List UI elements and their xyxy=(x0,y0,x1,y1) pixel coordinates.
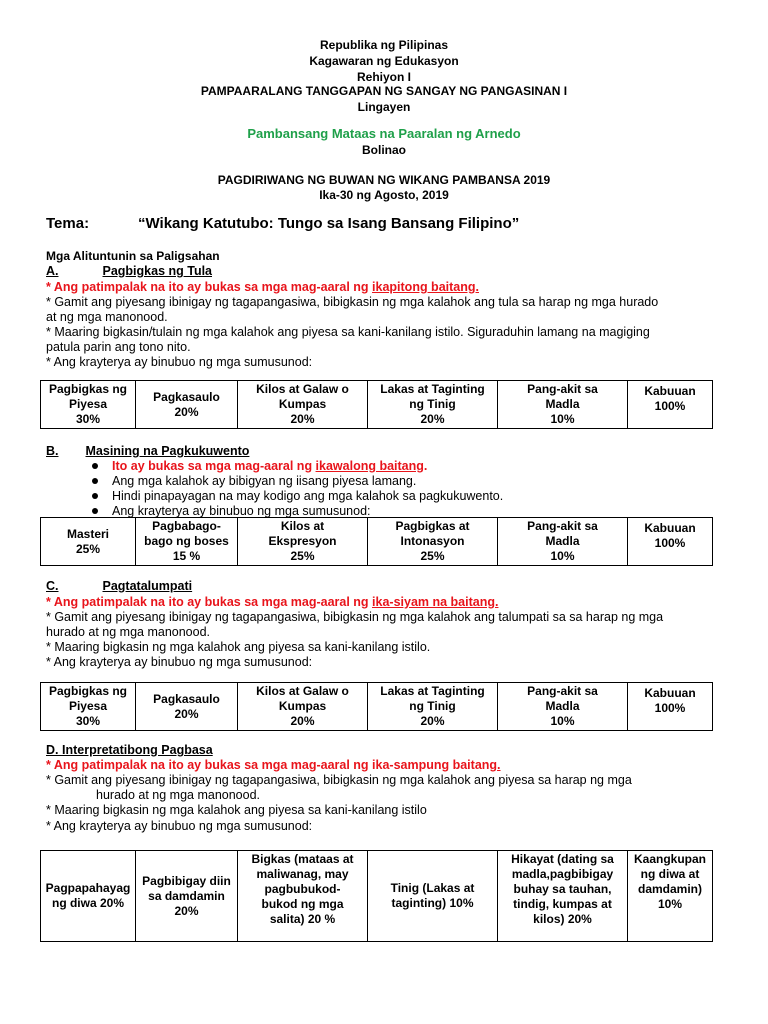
criteria-cell: Kilos at Ekspresyon 25% xyxy=(238,518,368,566)
criteria-cell: Bigkas (mataas at maliwanag, may pagbubukod- bukod ng mga salita) 20 % xyxy=(238,851,368,942)
table-row xyxy=(41,683,713,731)
school-town: Bolinao xyxy=(362,143,406,157)
criteria-total-cell: Kabuuan 100% xyxy=(628,683,713,731)
event-title: PAGDIRIWANG NG BUWAN NG WIKANG PAMBANSA 2019 xyxy=(217,173,551,187)
section-c-rule-3: * Maaring bigkasin ng mga kalahok ang piyesa sa kani-kanilang istilo. xyxy=(46,640,431,654)
section-b-open-line: Ito ay bukas sa mga mag-aaral ng ikawalong baitang. xyxy=(90,458,427,474)
criteria-cell: Kaangkupan ng diwa at damdamin) 10% xyxy=(628,851,713,942)
section-b-letter: B. xyxy=(46,444,59,458)
section-d-open-line: * Ang patimpalak na ito ay bukas sa mga mag-aaral ng ika-sampung baitang. xyxy=(46,758,501,772)
section-c-open-line xyxy=(46,594,498,610)
criteria-cell: Pagbabago- bago ng boses 15 % xyxy=(136,518,238,566)
section-a-rule-3a: * Maaring bigkasin/tulain ng mga kalahok ang piyesa sa kani-kanilang istilo. Siguraduhin lamang na magiging xyxy=(46,325,650,339)
theme-title: “Wikang Katutubo: Tungo sa Isang Bansang Filipino” xyxy=(138,215,520,232)
header-department: Kagawaran ng Edukasyon xyxy=(309,54,459,68)
section-a-rule-4: * Ang krayterya ay binubuo ng mga sumusunod: xyxy=(46,355,313,369)
section-b-title: Masining na Pagkukuwento xyxy=(85,444,250,458)
criteria-cell: Tinig (Lakas at taginting) 10% xyxy=(368,851,498,942)
criteria-cell: Pagkasaulo 20% xyxy=(136,381,238,429)
section-d-criteria-table xyxy=(40,850,713,942)
section-b-heading xyxy=(46,443,249,459)
section-a-rule-2a: * Gamit ang piyesang ibinigay ng tagapangasiwa, bibigkasin ng mga kalahok ang tula sa harap ng mga hurado xyxy=(46,295,659,309)
section-b-rule-3: Hindi pinapayagan na may kodigo ang mga kalahok sa pagkukuwento. xyxy=(90,488,503,504)
criteria-cell: Pagpapahayag ng diwa 20% xyxy=(41,851,136,942)
section-a-rule-3b: patula parin ang tono nito. xyxy=(46,340,191,354)
section-a-rule-2b: at ng mga manonood. xyxy=(46,310,168,324)
section-c-rule-2a: * Gamit ang piyesang ibinigay ng tagapangasiwa, bibigkasin ng mga kalahok ang talumpati sa sa harap ng mga xyxy=(46,610,664,624)
criteria-cell: Kilos at Galaw o Kumpas 20% xyxy=(238,683,368,731)
criteria-cell: Pang-akit sa Madla 10% xyxy=(498,381,628,429)
table-row xyxy=(41,851,713,942)
criteria-cell: Pagbigkas ng Piyesa 30% xyxy=(41,683,136,731)
event-date: Ika-30 ng Agosto, 2019 xyxy=(319,188,449,202)
bullet-icon xyxy=(92,463,98,469)
header-division-office: PAMPAARALANG TANGGAPAN NG SANGAY NG PANGASINAN I xyxy=(200,84,568,98)
section-a-open-prefix: * Ang patimpalak na ito ay bukas sa mga mag-aaral ng xyxy=(46,280,373,294)
section-c-title: Pagtatalumpati xyxy=(102,579,193,593)
section-c-open-grade: ika-siyam na baitang. xyxy=(372,595,499,609)
criteria-cell: Lakas at Taginting ng Tinig 20% xyxy=(368,683,498,731)
section-d-rule-4: * Ang krayterya ay binubuo ng mga sumusunod: xyxy=(46,819,313,833)
bullet-icon xyxy=(92,478,98,484)
section-a-heading xyxy=(46,263,212,279)
theme-label: Tema: xyxy=(46,215,90,232)
section-c-criteria-table xyxy=(40,682,713,731)
section-d-title: Interpretatibong Pagbasa xyxy=(61,743,213,757)
bullet-icon xyxy=(92,508,98,514)
criteria-cell: Pagbigkas ng Piyesa 30% xyxy=(41,381,136,429)
section-b-rule-2: Ang mga kalahok ay bibigyan ng iisang piyesa lamang. xyxy=(90,473,416,489)
section-a-criteria-table xyxy=(40,380,713,429)
school-name: Pambansang Mataas na Paaralan ng Arnedo xyxy=(247,126,521,141)
section-b-criteria-table xyxy=(40,517,713,566)
criteria-cell: Pagkasaulo 20% xyxy=(136,683,238,731)
section-b-open-prefix: Ito ay bukas sa mga mag-aaral ng xyxy=(112,459,316,473)
section-a-letter: A. xyxy=(46,264,59,278)
section-c-rule-4: * Ang krayterya ay binubuo ng mga sumusunod: xyxy=(46,655,313,669)
section-b-rule-4: Ang krayterya ay binubuo ng mga sumusunod: xyxy=(90,503,371,519)
criteria-cell: Pang-akit sa Madla 10% xyxy=(498,518,628,566)
criteria-cell: Pagbigkas at Intonasyon 25% xyxy=(368,518,498,566)
section-d-rule-3: * Maaring bigkasin ng mga kalahok ang piyesa sa kani-kanilang istilo xyxy=(46,803,427,817)
section-d-open-prefix: * Ang patimpalak na ito ay bukas sa mga mag-aaral ng ika-sampung baitang xyxy=(46,758,498,772)
section-b-open-grade: ikawalong baitang xyxy=(315,459,424,473)
criteria-cell: Kilos at Galaw o Kumpas 20% xyxy=(238,381,368,429)
section-c-rule-2b: hurado at ng mga manonood. xyxy=(46,625,211,639)
section-a-open-grade: ikapitong baitang. xyxy=(372,280,479,294)
criteria-total-cell: Kabuuan 100% xyxy=(628,381,713,429)
criteria-cell: Lakas at Taginting ng Tinig 20% xyxy=(368,381,498,429)
section-c-letter: C. xyxy=(46,579,59,593)
table-row xyxy=(41,381,713,429)
rules-heading: Mga Alituntunin sa Paligsahan xyxy=(46,249,220,263)
section-a-open-line xyxy=(46,279,479,295)
section-d-heading xyxy=(46,742,213,758)
section-c-open-prefix: * Ang patimpalak na ito ay bukas sa mga mag-aaral ng xyxy=(46,595,373,609)
section-d-letter: D. xyxy=(46,743,59,757)
section-d-rule-2a: * Gamit ang piyesang ibinigay ng tagapangasiwa, bibigkasin ng mga kalahok ang piyesa sa harap ng mga xyxy=(46,773,632,787)
criteria-cell: Pang-akit sa Madla 10% xyxy=(498,683,628,731)
table-row xyxy=(41,518,713,566)
section-d-rule-2b: hurado at ng mga manonood. xyxy=(96,788,261,802)
criteria-cell: Pagbibigay diin sa damdamin 20% xyxy=(136,851,238,942)
criteria-cell: Masteri 25% xyxy=(41,518,136,566)
criteria-total-cell: Kabuuan 100% xyxy=(628,518,713,566)
header-city: Lingayen xyxy=(357,100,411,114)
criteria-cell: Hikayat (dating sa madla,pagbibigay buhay sa tauhan, tindig, kumpas at kilos) 20% xyxy=(498,851,628,942)
header-republic: Republika ng Pilipinas xyxy=(319,38,449,52)
section-a-title: Pagbigkas ng Tula xyxy=(102,264,213,278)
header-region: Rehiyon I xyxy=(356,70,411,84)
bullet-icon xyxy=(92,493,98,499)
section-c-heading xyxy=(46,578,192,594)
